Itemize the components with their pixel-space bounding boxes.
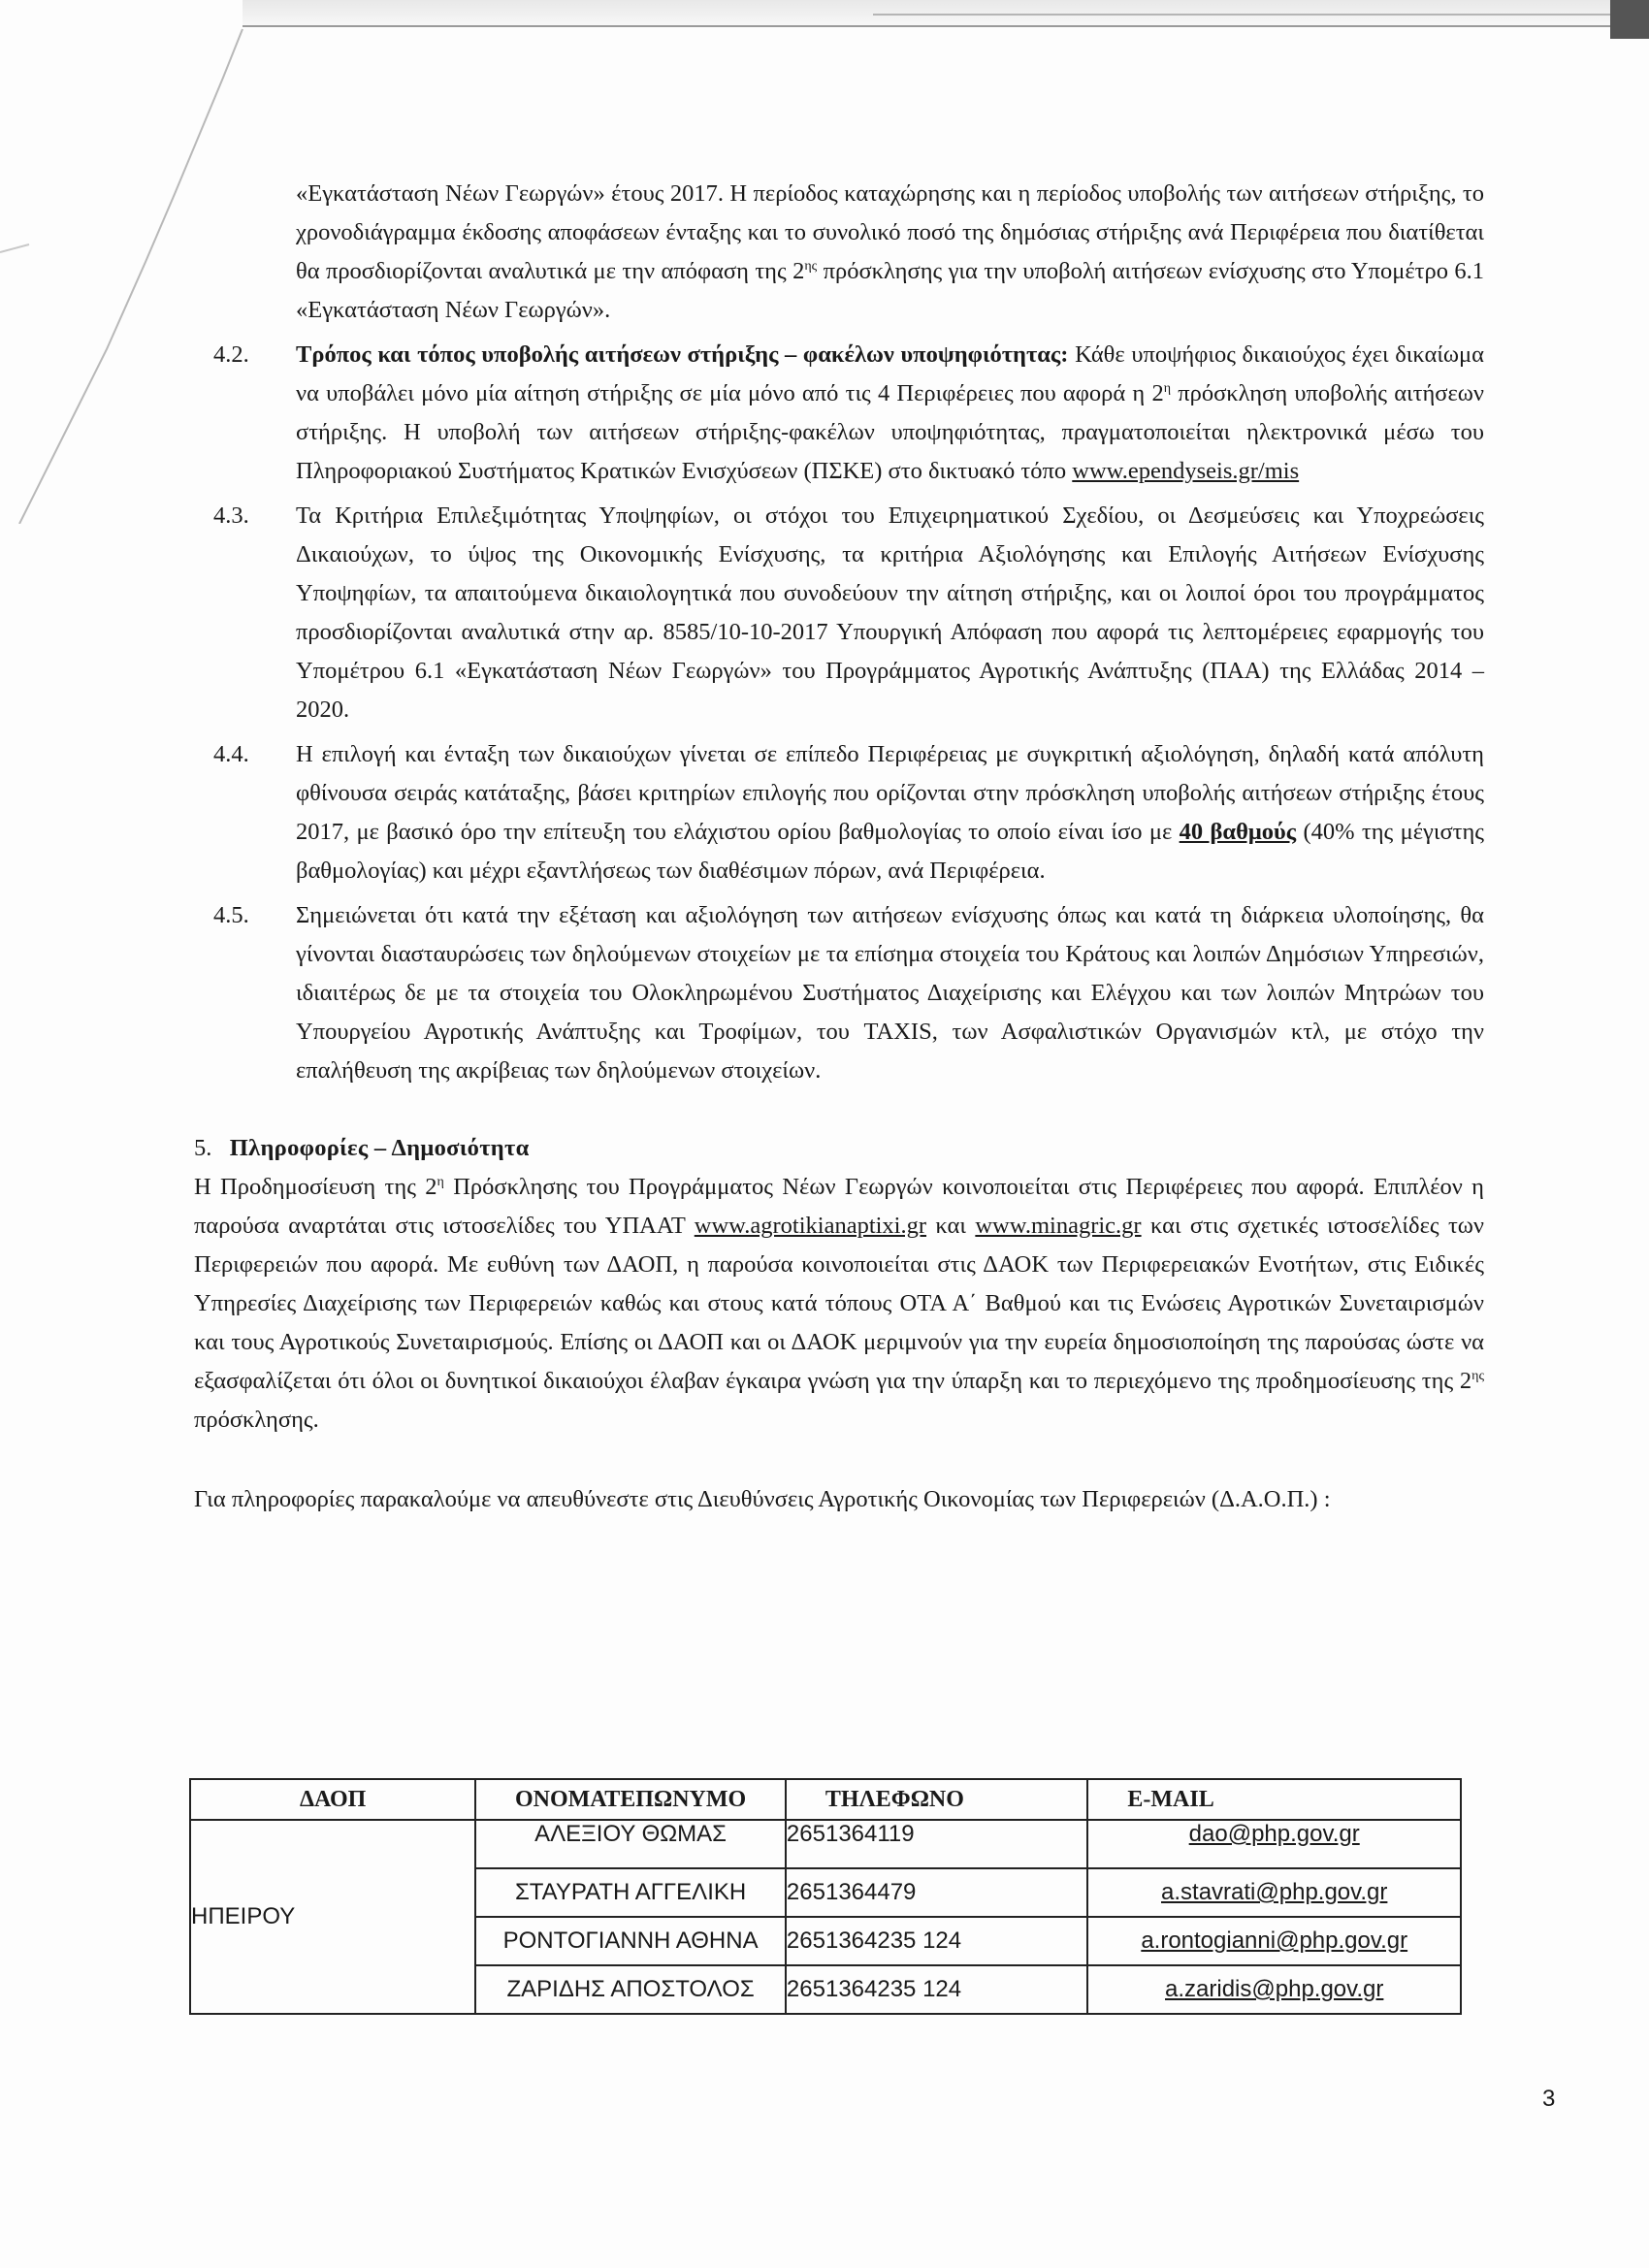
- info-intro: Για πληροφορίες παρακαλούμε να απευθύνεστε στις Διευθύνσεις Αγροτικής Οικονομίας των Περιφερειών (Δ.Α.Ο.Π.) :: [194, 1486, 1331, 1512]
- table-row: [190, 1820, 1461, 1868]
- item-4-4: [194, 735, 1484, 891]
- name-cell: ΑΛΕΞΙΟΥ ΘΩΜΑΣ: [475, 1820, 786, 1868]
- item-number: 4.4.: [213, 741, 249, 767]
- scan-corner: [1610, 0, 1649, 39]
- item-number: 4.3.: [213, 502, 249, 529]
- phone-cell: 2651364235 124: [786, 1965, 1087, 2014]
- item-4-5: [194, 896, 1484, 1090]
- contacts-table: [189, 1778, 1462, 2015]
- email-cell[interactable]: dao@php.gov.gr: [1087, 1820, 1461, 1868]
- section5-paragraph: Η Προδημοσίευση της $2^\eta$ Πρόσκλησης του Προγράμματος Νέων Γεωργών κοινοποιείται στις Περιφέρειες που αφορά. Επιπλέον η παρούσα αναρτάται στις ιστοσελίδες του ΥΠΑΑΤ www.agrotikianaptixi.gr και www.minagric.gr και στις σχετικές ιστοσελίδες των Περιφερειών που αφορά. Με ευθύνη των ΔΑΟΠ, η παρούσα κοινοποιείται στις ΔΑΟΚ των Περιφερειακών Ενοτήτων, στις Ειδικές Υπηρεσίες Διαχείρισης των Περιφερειών καθώς και στους κατά τόπους ΟΤΑ Α΄ Βαθμού και τις Ενώσεις Αγροτικών Συνεταιρισμών και τους Αγροτικούς Συνεταιρισμούς. Επίσης οι ΔΑΟΠ και οι ΔΑΟΚ μεριμνούν για την ευρεία δημοσιοποίηση της παρούσας ώστε να εξασφαλίζεται ότι όλοι οι δυνητικοί δικαιούχοι έλαβαν έγκαιρα γνώση για την ύπαρξη και το περιεχόμενο της προδημοσίευσης της $2^{\eta\varsigma}$ πρόσκλησης.: [194, 1174, 1484, 1433]
- document-body: [194, 175, 1484, 1519]
- item-text: Σημειώνεται ότι κατά την εξέταση και αξιολόγηση των αιτήσεων ενίσχυσης όπως και κατά τη διάρκεια υλοποίησης, θα γίνονται διασταυρώσεις των δηλούμενων στοιχείων με τα επίσημα στοιχεία του Κράτους και λοιπών Δημόσιων Υπηρεσιών, ιδιαιτέρως δε με τα στοιχεία του Ολοκληρωμένου Συστήματος Διαχείρισης και Ελέγχου και των λοιπών Μητρώων του Υπουργείου Αγροτικής Ανάπτυξης και Τροφίμων, του TAXIS, των Ασφαλιστικών Οργανισμών κτλ, με στόχο την επαλήθευση της ακρίβειας των δηλούμενων στοιχείων.: [296, 902, 1484, 1084]
- minagric-link[interactable]: www.minagric.gr: [975, 1213, 1142, 1239]
- table-header: ΟΝΟΜΑΤΕΠΩΝΥΜΟ: [475, 1779, 786, 1820]
- name-cell: ΣΤΑΥΡΑΤΗ ΑΓΓΕΛΙΚΗ: [475, 1868, 786, 1917]
- section-number: 5.: [194, 1135, 212, 1161]
- table-header: E-MAIL: [1087, 1779, 1461, 1820]
- item-text: Τα Κριτήρια Επιλεξιμότητας Υποψηφίων, οι στόχοι του Επιχειρηματικού Σχεδίου, οι Δεσμεύσεις και Υποχρεώσεις Δικαιούχων, το ύψος της Οικονομικής Ενίσχυσης, τα κριτήρια Αξιολόγησης και Επιλογής Αιτήσεων Ενίσχυσης Υποψηφίων, τα απαιτούμενα δικαιολογητικά που συνοδεύουν την αίτηση στήριξης, και οι λοιποί όροι του προγράμματος προσδιορίζονται αναλυτικά στην αρ. 8585/10-10-2017 Υπουργική Απόφαση που αφορά τις λεπτομέρειες εφαρμογής του Υπομέτρου 6.1 «Εγκατάσταση Νέων Γεωργών» του Προγράμματος Αγροτικής Ανάπτυξης (ΠΑΑ) της Ελλάδας 2014 – 2020.: [296, 502, 1484, 723]
- item-number: 4.2.: [213, 341, 249, 368]
- page-number: 3: [1542, 2086, 1556, 2112]
- item-text: Η επιλογή και ένταξη των δικαιούχων γίνεται σε επίπεδο Περιφέρειας με συγκριτική αξιολόγηση, δηλαδή κατά απόλυτη φθίνουσα σειράς κατάταξης, βάσει κριτηρίων επιλογής που ορίζονται στην πρόσκληση υποβολής αιτήσεων στήριξης έτους 2017, με βασικό όρο την επίτευξη του ελάχιστου ορίου βαθμολογίας το οποίο είναι ίσο με 40 βαθμούς (40% της μέγιστης βαθμολογίας) και μέχρι εξαντλήσεως των διαθέσιμων πόρων, ανά Περιφέρεια.: [296, 741, 1485, 884]
- ependyseis-link[interactable]: www.ependyseis.gr/mis: [1072, 458, 1300, 484]
- scan-edge-line: [873, 10, 1630, 16]
- agrotikianaptixi-link[interactable]: www.agrotikianaptixi.gr: [694, 1213, 927, 1239]
- item-text: Τρόπος και τόπος υποβολής αιτήσεων στήριξης – φακέλων υποψηφιότητας: Κάθε υποψήφιος δικαιούχος έχει δικαίωμα να υποβάλει μόνο μία αίτηση στήριξης σε μία μόνο από τις 4 Περιφέρειες που αφορά η $2^\eta$ πρόσκληση υποβολής αιτήσεων στήριξης. Η υποβολή των αιτήσεων στήριξης-φακέλων υποψηφιότητας, πραγματοποιείται ηλεκτρονικά μέσω του Πληροφοριακού Συστήματος Κρατικών Ενισχύσεων (ΠΣΚΕ) στο δικτυακό τόπο www.ependyseis.gr/mis: [296, 341, 1485, 484]
- phone-cell: 2651364235 124: [786, 1917, 1087, 1965]
- section-title: Πληροφορίες – Δημοσιότητα: [229, 1135, 530, 1161]
- email-cell[interactable]: a.zaridis@php.gov.gr: [1087, 1965, 1461, 2014]
- section4-intro-paragraph: «Εγκατάσταση Νέων Γεωργών» έτους 2017. Η περίοδος καταχώρησης και η περίοδος υποβολής των αιτήσεων στήριξης, το χρονοδιάγραμμα έκδοσης αποφάσεων ένταξης και το συνολικό ποσό της δημόσιας στήριξης ανά Περιφέρεια που διατίθεται θα προσδιορίζονται αναλυτικά με την απόφαση της $2^{\eta\varsigma}$ πρόσκλησης για την υποβολή αιτήσεων ενίσχυσης στο Υπομέτρο 6.1 «Εγκατάσταση Νέων Γεωργών».: [296, 180, 1485, 323]
- table-header: ΔΑΟΠ: [190, 1779, 475, 1820]
- item-4-3: [194, 497, 1484, 729]
- item-4-2: [194, 336, 1484, 491]
- min-score: 40 βαθμούς: [1179, 819, 1297, 845]
- item-number: 4.5.: [213, 902, 249, 928]
- table-header-row: [190, 1779, 1461, 1820]
- name-cell: ΖΑΡΙΔΗΣ ΑΠΟΣΤΟΛΟΣ: [475, 1965, 786, 2014]
- email-cell[interactable]: a.rontogianni@php.gov.gr: [1087, 1917, 1461, 1965]
- region-cell: ΗΠΕΙΡΟΥ: [190, 1820, 475, 2014]
- section5-heading: [194, 1129, 1484, 1168]
- name-cell: ΡΟΝΤΟΓΙΑΝΝΗ ΑΘΗΝΑ: [475, 1917, 786, 1965]
- phone-cell: 2651364119: [786, 1820, 1087, 1868]
- table-header: ΤΗΛΕΦΩΝΟ: [786, 1779, 1087, 1820]
- email-cell[interactable]: a.stavrati@php.gov.gr: [1087, 1868, 1461, 1917]
- phone-cell: 2651364479: [786, 1868, 1087, 1917]
